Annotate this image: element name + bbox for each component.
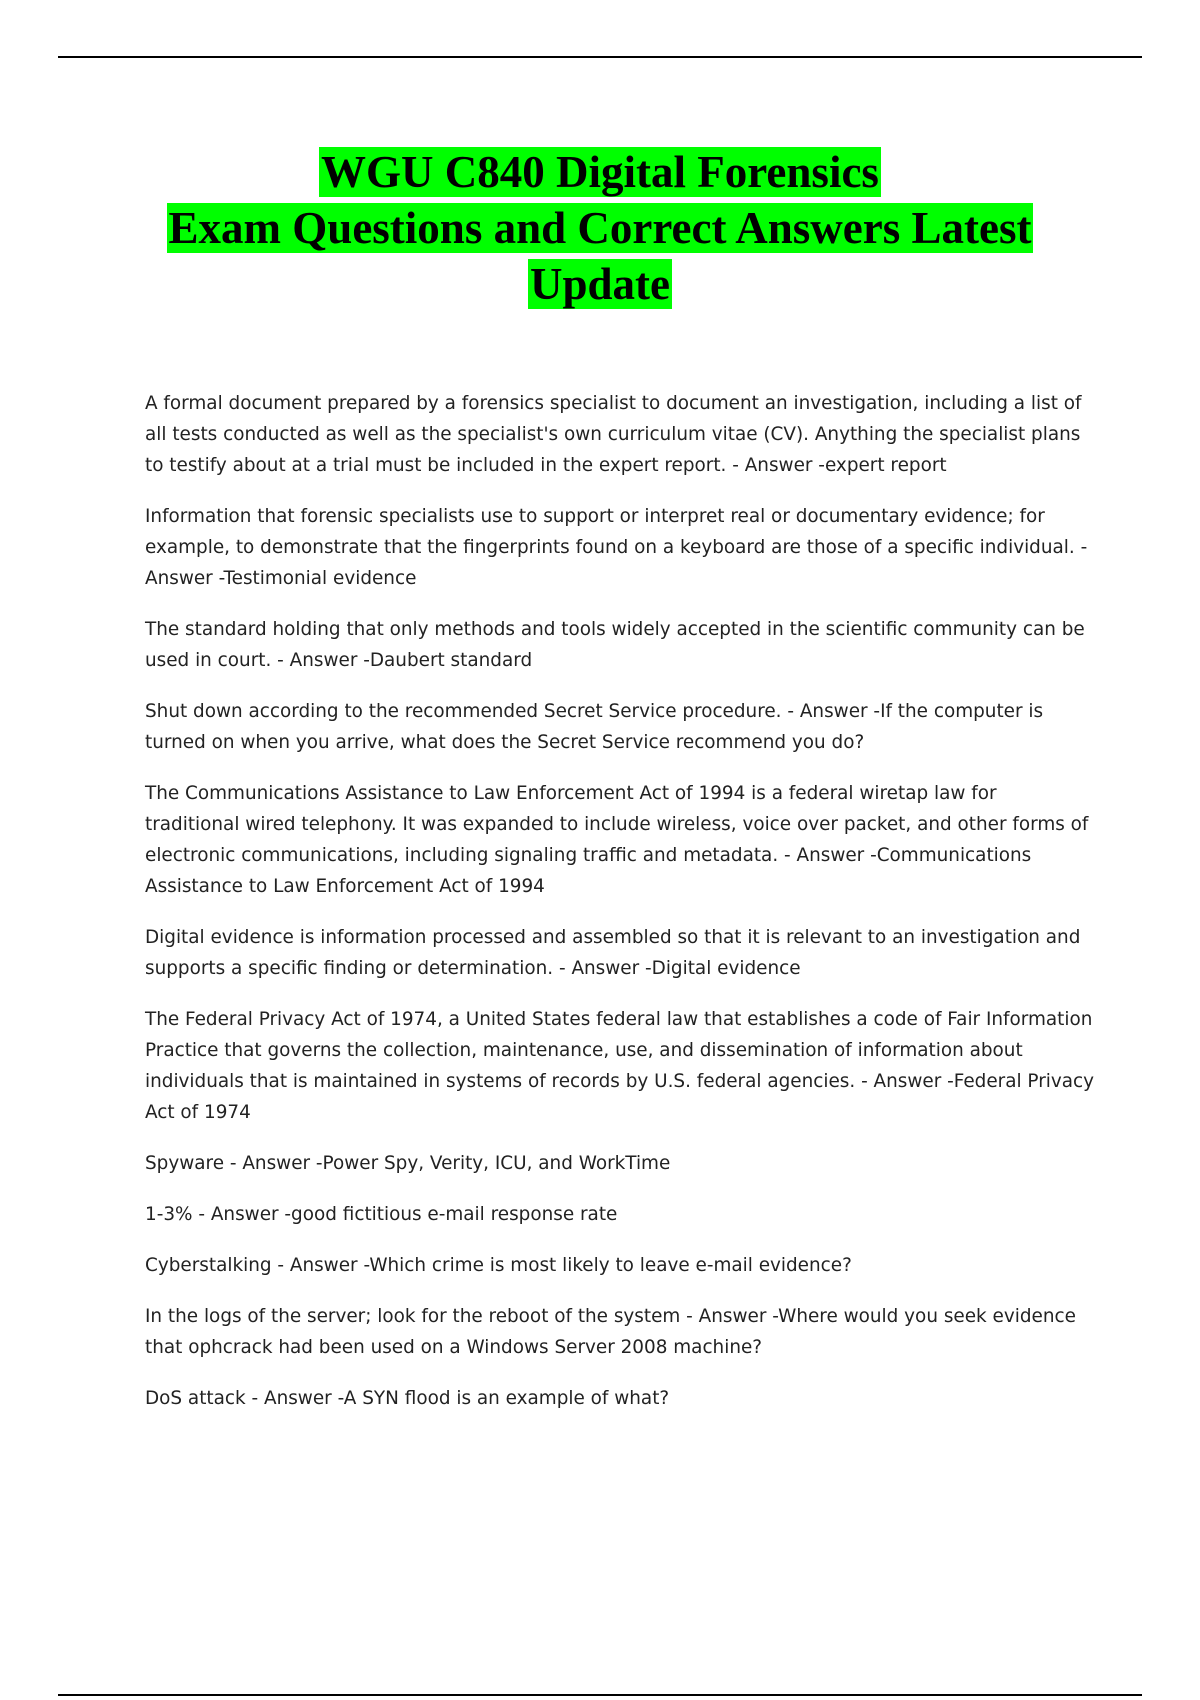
qa-entry: In the logs of the server; look for the reboot of the system - Answer -Where would you seek evidence that ophcrack had been used on a Windows Server 2008 machine? [145,1306,1076,1358]
qa-entry: DoS attack - Answer -A SYN flood is an example of what? [145,1388,670,1409]
qa-entry: A formal document prepared by a forensics specialist to document an investigation, including a list of all tests conducted as well as the specialist's own curriculum vitae (CV). Anything the specialist plans to testify about at a trial must be included in the expert report. - Answer -expert report [145,393,1082,476]
qa-entry: Spyware - Answer -Power Spy, Verity, ICU, and WorkTime [145,1153,671,1174]
document-title [100,144,1100,312]
qa-list [145,388,1095,1434]
qa-entry: Information that forensic specialists use to support or interpret real or documentary evidence; for example, to demonstrate that the fingerprints found on a keyboard are those of a specific individual. - Answer -Testimonial evidence [145,506,1088,589]
title-line-2: Exam Questions and Correct Answers Latest [168,203,1032,253]
qa-entry: The Communications Assistance to Law Enforcement Act of 1994 is a federal wiretap law for traditional wired telephony. It was expanded to include wireless, voice over packet, and other forms of electronic communications, including signaling traffic and metadata. - Answer -Communications Assistance to Law Enforcement Act of 1994 [145,783,1089,897]
top-divider [58,56,1142,58]
qa-entry: Digital evidence is information processed and assembled so that it is relevant to an investigation and supports a specific finding or determination. - Answer -Digital evidence [145,927,1081,979]
qa-entry: Cyberstalking - Answer -Which crime is most likely to leave e-mail evidence? [145,1255,852,1276]
title-line-3: Update [529,259,670,309]
qa-entry: 1-3% - Answer -good fictitious e-mail response rate [145,1204,618,1225]
qa-entry: Shut down according to the recommended Secret Service procedure. - Answer -If the computer is turned on when you arrive, what does the Secret Service recommend you do? [145,701,1044,753]
title-line-1: WGU C840 Digital Forensics [321,147,879,197]
qa-entry: The Federal Privacy Act of 1974, a United States federal law that establishes a code of Fair Information Practice that governs the collection, maintenance, use, and dissemination of information about individuals that is maintained in systems of records by U.S. federal agencies. - Answer -Federal Privacy Act of 1974 [145,1009,1095,1123]
bottom-divider [58,1694,1142,1696]
qa-entry: The standard holding that only methods and tools widely accepted in the scientific community can be used in court. - Answer -Daubert standard [145,619,1085,671]
